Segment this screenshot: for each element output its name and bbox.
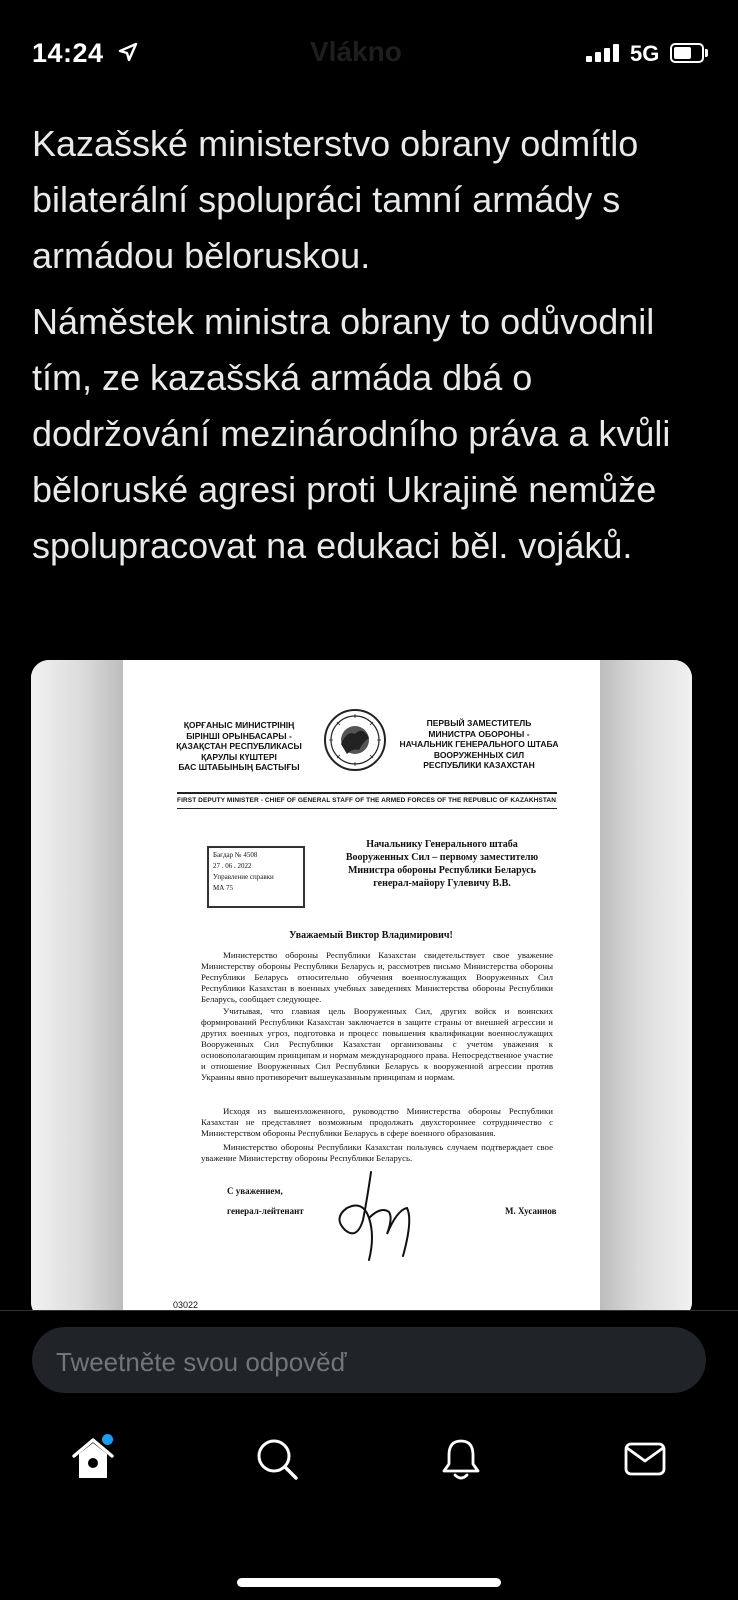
signatory-rank: генерал-лейтенант bbox=[227, 1206, 304, 1216]
letterhead-rule bbox=[177, 808, 557, 809]
letterhead-ru-line: НАЧАЛЬНИК ГЕНЕРАЛЬНОГО ШТАБА bbox=[399, 739, 559, 749]
reply-bar bbox=[0, 1310, 738, 1411]
registration-stamp bbox=[207, 846, 305, 908]
battery-icon bbox=[670, 43, 704, 63]
letter-body-paragraph: Учитывая, что главная цель Вооруженных Сил, других войск и воинских формирований Республики Казахстан заключается в защите страны от внешней агрессии и других военных угроз, подготовка и процесс повышения квалификации военнослужащих Вооруженных Сил Республики Казахстан организованы с учетом уважения к основополагающим принципам и нормам международного права. Непосредственное участие и отношение Вооруженных Сил Республики Беларусь к вооруженной агрессии против Украины явно противоречит вышеуказанным принципам и нормам. bbox=[201, 1006, 553, 1082]
bottom-tab-bar bbox=[0, 1410, 738, 1600]
letterhead-ru-line: ПЕРВЫЙ ЗАМЕСТИТЕЛЬ bbox=[426, 718, 532, 728]
image-blur-right bbox=[600, 660, 692, 1320]
letterhead-kazakh bbox=[169, 720, 309, 773]
status-time: 14:24 bbox=[32, 38, 104, 68]
addressee-line: Начальнику Генерального штаба bbox=[366, 839, 518, 850]
bell-icon[interactable] bbox=[438, 1436, 484, 1482]
home-indicator bbox=[237, 1578, 501, 1587]
letterhead-kz-line: ҚОРҒАНЫС МИНИСТРІНІҢ bbox=[183, 720, 295, 730]
image-blur-left bbox=[31, 660, 123, 1320]
document-page bbox=[123, 660, 600, 1320]
letterhead-kz-line: ҚАРУЛЫ КҮШТЕРІ bbox=[201, 751, 277, 762]
letter-closing: С уважением, bbox=[227, 1186, 283, 1196]
state-emblem-icon bbox=[323, 708, 387, 772]
signatory-name: М. Хусаинов bbox=[505, 1206, 557, 1216]
document-code: 03022 bbox=[173, 1300, 199, 1310]
tweet-paragraph-1: Kazašské ministerstvo obrany odmítlo bilaterální spolupráci tamní armády s armádou běloruskou. bbox=[32, 123, 639, 276]
mail-icon[interactable] bbox=[622, 1436, 668, 1482]
letter-body-paragraph: Министерство обороны Республики Казахстан свидетельствует свое уважение Министерству обороны Республики Беларусь и, рассмотрев письмо Министерства обороны Республики Беларусь относительно обучения военнослужащих Вооруженных Сил Республики Казахстан в военных учебных заведениях Министерства обороны Республики Беларусь, сообщает следующее. bbox=[201, 950, 553, 1004]
tweet-paragraph-2: Náměstek ministra obrany to odůvodnil tím, ze kazašská armáda dbá o dodržování mezinárodního práva a kvůli běloruské agresi proti Ukrajině nemůže spolupracovat na edukaci běl. vojáků. bbox=[32, 301, 671, 566]
letter-body-paragraph: Министерство обороны Республики Казахстан пользуясь случаем подтверждает свое уважение Министерству обороны Республики Беларусь. bbox=[201, 1142, 553, 1163]
tweet-media-image[interactable] bbox=[31, 660, 692, 1320]
network-type: 5G bbox=[630, 41, 660, 66]
addressee-line: Министра обороны Республики Беларусь bbox=[347, 865, 537, 876]
home-notification-dot bbox=[102, 1434, 113, 1445]
status-bar bbox=[0, 0, 738, 110]
cellular-signal-icon bbox=[586, 44, 622, 62]
stamp-date: 27 . 06 . 2022 bbox=[213, 862, 252, 870]
stamp-code: МА 75 bbox=[213, 884, 234, 892]
battery-tip bbox=[705, 49, 708, 57]
letterhead-english: FIRST DEPUTY MINISTER - CHIEF OF GENERAL STAFF OF THE ARMED FORCES OF THE REPUBLIC OF KAZAKHSTAN bbox=[177, 797, 557, 804]
letterhead-kz-line: ҚАЗАҚСТАН РЕСПУБЛИКАСЫ bbox=[176, 741, 302, 751]
letter-salutation: Уважаемый Виктор Владимирович! bbox=[289, 930, 453, 941]
addressee-line: Вооруженных Сил – первому заместителю bbox=[345, 852, 539, 863]
addressee-line: генерал-майору Гулевичу В.В. bbox=[373, 878, 511, 889]
stamp-number: Бағдар № 4508 bbox=[213, 851, 258, 859]
letterhead-kz-line: БАС ШТАБЫНЫҢ БАСТЫҒЫ bbox=[178, 762, 300, 772]
handwritten-signature bbox=[323, 1160, 443, 1270]
letterhead-rule bbox=[177, 792, 557, 794]
letterhead-ru-line: РЕСПУБЛИКИ КАЗАХСТАН bbox=[423, 760, 535, 770]
stamp-dept: Управление справки bbox=[213, 873, 274, 881]
letterhead-russian bbox=[395, 718, 563, 771]
reply-placeholder: Tweetněte svou odpověď bbox=[56, 1347, 347, 1377]
reply-input[interactable] bbox=[32, 1327, 706, 1393]
search-icon[interactable] bbox=[254, 1436, 300, 1482]
letterhead-ru-line: МИНИСТРА ОБОРОНЫ - bbox=[428, 728, 530, 739]
letterhead-ru-line: ВООРУЖЕННЫХ СИЛ bbox=[433, 749, 525, 760]
header-title-ghost: Vlákno bbox=[310, 36, 402, 67]
letterhead-kz-line: БІРІНШІ ОРЫНБАСАРЫ - bbox=[186, 730, 292, 741]
location-arrow-icon bbox=[118, 42, 138, 62]
letter-addressee bbox=[337, 838, 547, 890]
letter-body-paragraph: Исходя из вышеизложенного, руководство Министерства обороны Республики Казахстан не представляет возможным продолжать двухстороннее сотрудничество с Министерством обороны Республики Беларусь в сфере военного образования. bbox=[201, 1106, 553, 1138]
